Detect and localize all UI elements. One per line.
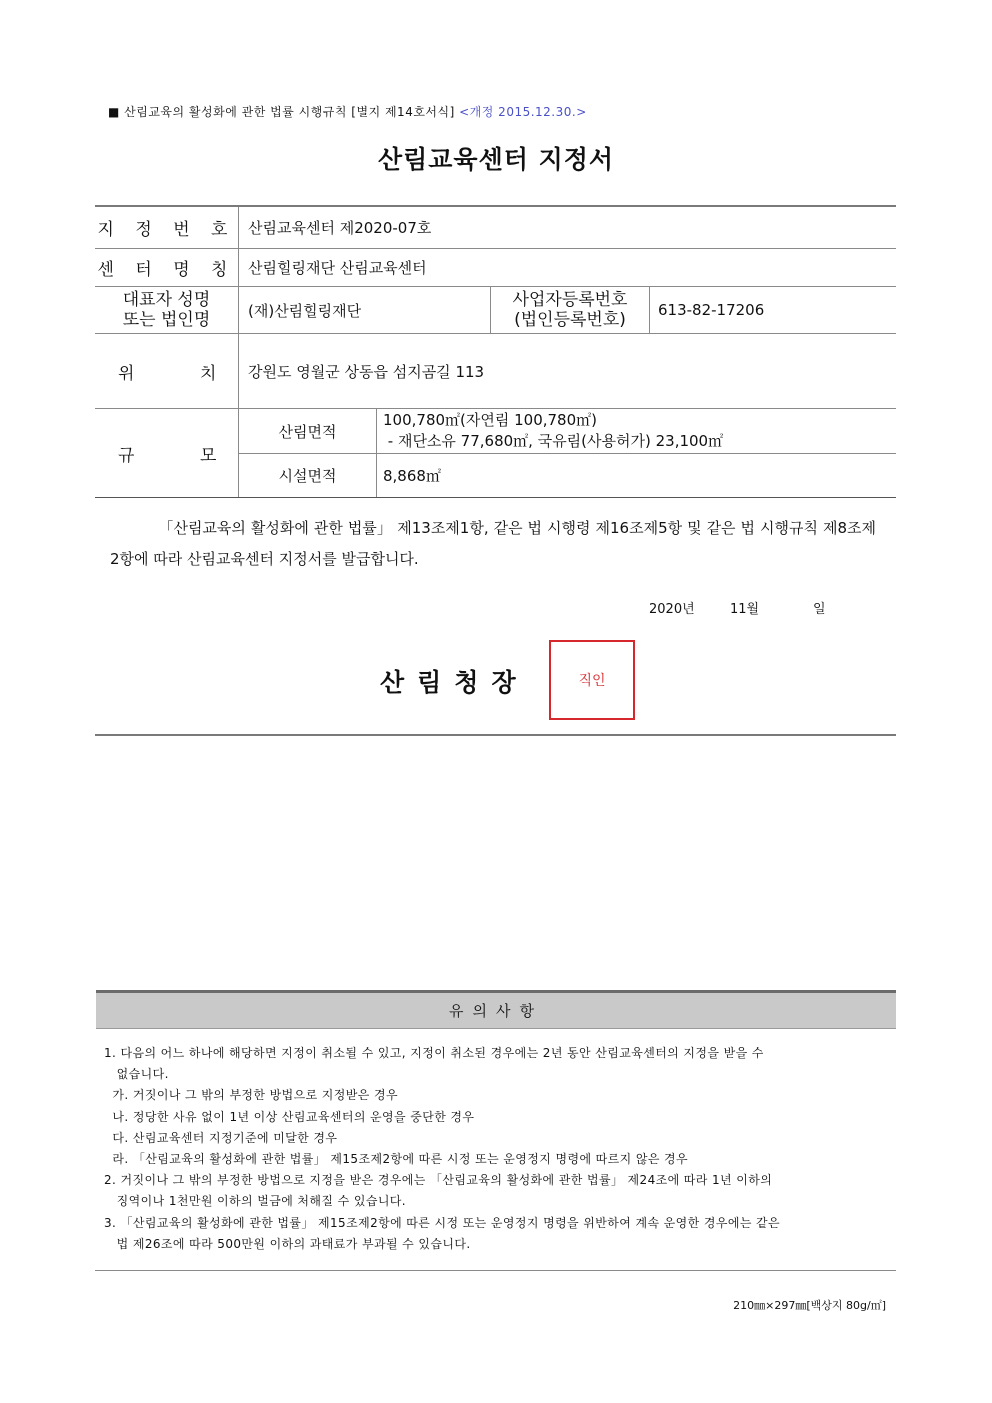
regulation-reference: ■ 산림교육의 활성화에 관한 법률 시행규칙 [별지 제14호서식] — [108, 105, 455, 119]
forest-area-label: 산림면적 — [278, 422, 337, 441]
notice-item: 가. 거짓이나 그 밖의 부정한 방법으로 지정받은 경우 — [104, 1088, 398, 1103]
forest-area-line2: - 재단소유 77,680㎡, 국유림(사용허가) 23,100㎡ — [383, 432, 724, 450]
business-number-value: 613-82-17206 — [658, 301, 765, 319]
forest-area-value — [383, 409, 723, 453]
notice-item: 2. 거짓이나 그 밖의 부정한 방법으로 지정을 받은 경우에는 「산림교육의 활성화에 관한 법률」 제24조에 따라 1년 이하의 — [104, 1173, 773, 1188]
revision-date: <개정 2015.12.30.> — [459, 105, 587, 119]
facility-area-value: 8,868㎡ — [383, 467, 441, 485]
date-day: 일 — [813, 602, 826, 617]
notice-bottom-border — [95, 1270, 896, 1271]
scale-label-left: 규 — [118, 445, 135, 466]
representative-label-line1: 대표자 성명 — [122, 290, 211, 310]
scale-label-right: 모 — [200, 445, 217, 466]
forest-area-line1: 100,780㎡(자연림 100,780㎡) — [383, 411, 598, 429]
location-label-right: 치 — [200, 363, 217, 384]
notice-item: 징역이나 1천만원 이하의 벌금에 처해질 수 있습니다. — [104, 1194, 407, 1209]
representative-label-line2: 또는 법인명 — [122, 310, 211, 330]
location-label-left: 위 — [118, 363, 135, 384]
issuance-statement — [110, 513, 876, 575]
designation-number-value: 산림교육센터 제2020-07호 — [248, 219, 432, 237]
official-seal — [549, 640, 635, 720]
section-divider — [95, 734, 896, 736]
notice-heading: 유의사항 — [96, 990, 896, 1029]
notice-item: 법 제26조에 따라 500만원 이하의 과태료가 부과될 수 있습니다. — [104, 1236, 471, 1251]
notice-item: 라. 「산림교육의 활성화에 관한 법률」 제15조제2항에 따른 시정 또는 운영정지 명령에 따르지 않은 경우 — [104, 1152, 689, 1167]
center-name-label: 센 터 명 칭 — [97, 260, 236, 280]
business-number-label-line2: (법인등록번호) — [514, 310, 626, 330]
notice-item: 1. 다음의 어느 하나에 해당하면 지정이 취소될 수 있고, 지정이 취소된 경우에는 2년 동안 산림교육센터의 지정을 받을 수 — [104, 1046, 764, 1060]
center-name-value: 산림힐링재단 산림교육센터 — [248, 259, 427, 277]
notice-item: 다. 산림교육센터 지정기준에 미달한 경우 — [104, 1130, 338, 1145]
representative-label — [95, 287, 238, 333]
document-title: 산림교육센터 지정서 — [377, 145, 615, 174]
table-bottom-border — [95, 497, 896, 498]
paper-size-note: 210㎜×297㎜[백상지 80g/㎡] — [733, 1299, 886, 1312]
business-number-label-line1: 사업자등록번호 — [512, 290, 628, 310]
designation-number-label: 지 정 번 호 — [97, 220, 236, 240]
issuer-name: 산림청장 — [380, 668, 529, 697]
date-year: 2020년 — [649, 602, 695, 617]
representative-value: (재)산림힐링재단 — [248, 301, 362, 320]
notice-item: 3. 「산림교육의 활성화에 관한 법률」 제15조제2항에 따른 시정 또는 운영정지 명령을 위반하여 계속 운영한 경우에는 같은 — [104, 1215, 781, 1230]
column-divider — [376, 408, 377, 497]
notice-item: 없습니다. — [104, 1067, 169, 1082]
issuance-statement-text: 「산림교육의 활성화에 관한 법률」 제13조제1항, 같은 법 시행령 제16조제5항 및 같은 법 시행규칙 제8조제2항에 따라 산림교육센터 지정서를 발급합니다. — [110, 519, 876, 568]
notice-item: 나. 정당한 사유 없이 1년 이상 산림교육센터의 운영을 중단한 경우 — [104, 1109, 475, 1124]
column-divider — [649, 286, 650, 333]
form-regulation-header — [108, 103, 587, 120]
facility-area-label: 시설면적 — [278, 467, 337, 485]
seal-text: 직인 — [578, 673, 606, 689]
date-month: 11월 — [730, 602, 760, 617]
notice-list — [104, 1043, 886, 1255]
location-value: 강원도 영월군 상동읍 섬지곰길 113 — [248, 362, 485, 381]
business-number-label — [491, 287, 649, 333]
